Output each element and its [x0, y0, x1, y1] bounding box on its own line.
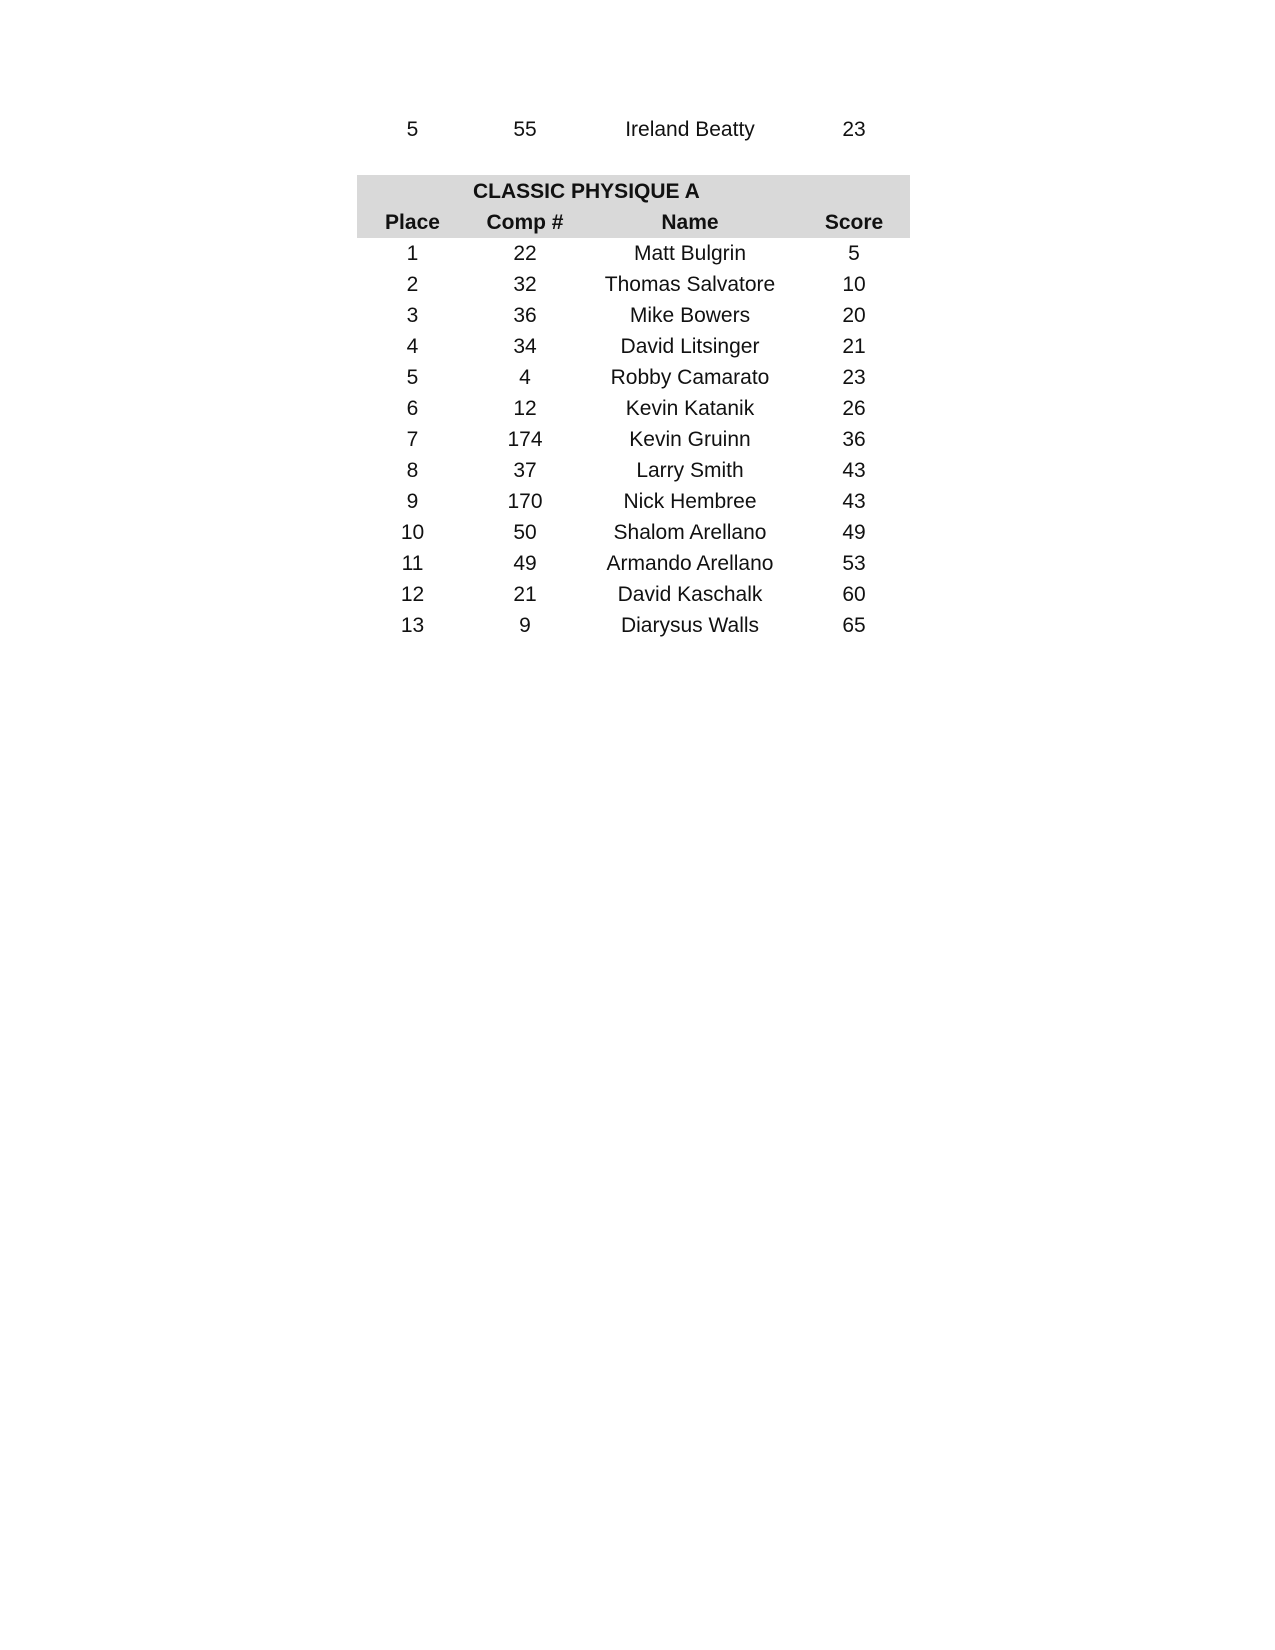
score-cell: 23 — [842, 118, 866, 141]
place-cell: 7 — [406, 427, 419, 451]
comp-number-cell: 50 — [513, 520, 537, 544]
comp-number-cell: 170 — [507, 489, 543, 513]
score-cell: 65 — [842, 613, 866, 637]
table-row — [357, 331, 910, 362]
place-cell: 2 — [406, 272, 419, 296]
table-row — [357, 579, 910, 610]
table-row — [357, 610, 910, 641]
column-header-score: Score — [824, 210, 884, 234]
score-cell: 5 — [848, 241, 860, 265]
score-cell: 49 — [842, 520, 866, 544]
place-cell: 1 — [406, 241, 419, 265]
name-cell: David Litsinger — [620, 334, 760, 358]
name-cell: Ireland Beatty — [625, 118, 755, 141]
name-cell: Robby Camarato — [610, 365, 770, 389]
column-header-name: Name — [661, 210, 719, 234]
score-cell: 21 — [842, 334, 866, 358]
table-row — [357, 548, 910, 579]
section-title: CLASSIC PHYSIQUE A — [473, 180, 700, 203]
score-cell: 23 — [842, 365, 866, 389]
table-row — [357, 269, 910, 300]
place-cell: 8 — [406, 458, 419, 482]
section-header — [357, 175, 910, 238]
place-cell: 13 — [400, 613, 425, 637]
name-cell: Armando Arellano — [606, 551, 774, 575]
comp-number-cell: 9 — [519, 613, 531, 637]
place-cell: 5 — [406, 365, 419, 389]
name-cell: Kevin Gruinn — [629, 427, 751, 451]
score-cell: 43 — [842, 489, 866, 513]
comp-number-cell: 4 — [519, 365, 531, 389]
place-cell: 5 — [406, 118, 419, 141]
results-table-body — [357, 238, 910, 641]
place-cell: 3 — [406, 303, 419, 327]
name-cell: Nick Hembree — [623, 489, 757, 513]
table-row — [357, 517, 910, 548]
column-header-place: Place — [385, 210, 440, 234]
score-cell: 36 — [842, 427, 866, 451]
score-cell: 43 — [842, 458, 866, 482]
comp-number-cell: 22 — [513, 241, 537, 265]
table-row — [357, 393, 910, 424]
place-cell: 10 — [400, 520, 425, 544]
name-cell: Shalom Arellano — [613, 520, 767, 544]
score-cell: 26 — [842, 396, 866, 420]
section-spacer — [357, 150, 910, 175]
table-row — [357, 238, 910, 269]
name-cell: David Kaschalk — [617, 582, 763, 606]
place-cell: 9 — [406, 489, 419, 513]
place-cell: 12 — [400, 582, 425, 606]
place-cell: 11 — [401, 551, 424, 575]
table-row — [357, 486, 910, 517]
name-cell: Mike Bowers — [629, 303, 751, 327]
table-row — [357, 424, 910, 455]
table-row — [357, 362, 910, 393]
score-cell: 60 — [842, 582, 866, 606]
comp-number-cell: 32 — [513, 272, 537, 296]
comp-number-cell: 55 — [513, 118, 537, 141]
table-row — [357, 300, 910, 331]
score-cell: 20 — [842, 303, 866, 327]
name-cell: Larry Smith — [636, 458, 744, 482]
comp-number-cell: 174 — [507, 427, 543, 451]
score-cell: 53 — [842, 551, 866, 575]
name-cell: Matt Bulgrin — [633, 241, 747, 265]
column-header-comp: Comp # — [486, 210, 564, 234]
comp-number-cell: 34 — [513, 334, 537, 358]
comp-number-cell: 49 — [513, 551, 537, 575]
comp-number-cell: 21 — [513, 582, 537, 606]
comp-number-cell: 12 — [513, 396, 537, 420]
column-header-row — [357, 207, 910, 238]
place-cell: 4 — [406, 334, 419, 358]
name-cell: Kevin Katanik — [625, 396, 755, 420]
name-cell: Thomas Salvatore — [604, 272, 776, 296]
table-row — [357, 455, 910, 486]
name-cell: Diarysus Walls — [620, 613, 760, 637]
comp-number-cell: 37 — [513, 458, 537, 482]
carryover-row — [357, 110, 910, 150]
comp-number-cell: 36 — [513, 303, 537, 327]
results-sheet — [357, 110, 910, 641]
place-cell: 6 — [406, 396, 419, 420]
score-cell: 10 — [842, 272, 866, 296]
